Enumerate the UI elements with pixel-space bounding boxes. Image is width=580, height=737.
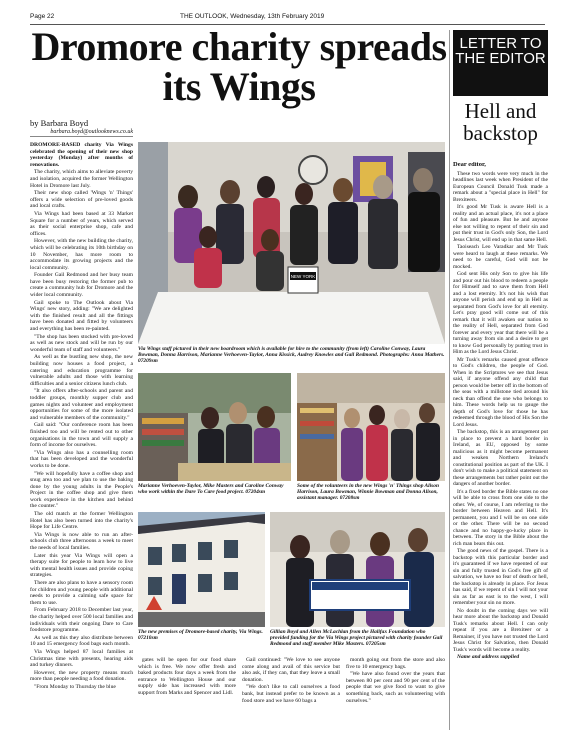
article-column-3 bbox=[242, 657, 340, 730]
paragraph: "We don't like to call ourselves a food bank, but instead prefer to be known as a food store and we have 60 bags a bbox=[242, 684, 340, 704]
paragraph: The charity, which aims to alleviate poverty and isolation, acquired the former Wellington Hotel in Dromore last July. bbox=[30, 169, 133, 189]
cafe-caption: Marianne Verhoeven-Taylor, Mike Masters and Caroline Conway who work within the Dare To Care food project. 07204sm bbox=[138, 483, 284, 496]
masthead: THE OUTLOOK, Wednesday, 13th February 2019 bbox=[180, 13, 325, 20]
paragraph: Gail continued: "We love to see anyone come along and avail of this service but also ask, if they can, that they leave a small donation. bbox=[242, 657, 340, 683]
paragraph: God sent His only Son to give his life and pour out his blood to redeem a people for Himself and to save them from Hell and a lost eternity. It's not his wish that anyone will perish and end up in Hell as separated from God's love for all eternity. Let's pray good will come out of this remark that it will awaken our nation to the reality of Hell, separated from God forever and every year that there will be a turning away from sin and a desire to get to know God personally by putting trust in Him as the Lord Jesus Christ. bbox=[453, 271, 548, 355]
paragraph: Mr Tusk's remarks caused great offence to God's children, the people of God. When in the Scriptures we see that Jesus said, if anyone offend any child that person would be better off in the bottom of the seas with a millstone tied around his neck than offend the one who belongs to him. These words help us to gauge the depth of God's love for those he has redeemed through the blood of His Son the Lord Jesus. bbox=[453, 356, 548, 428]
building-photo bbox=[138, 512, 265, 627]
cafe-photo-art bbox=[138, 373, 291, 481]
paragraph: However, with the new building the charity, which will be celebrating its 10th birthday on 10 November, has more room to accommodate its growing projects and the local community. bbox=[30, 238, 133, 271]
cafe-photo bbox=[138, 373, 291, 481]
paragraph: Their new shop called 'Wings 'n' Things' offers a wide selection of pre-loved goods and local crafts. bbox=[30, 190, 133, 210]
article-column-2 bbox=[138, 657, 236, 730]
paragraph: The old match at the former Wellington Hotel has also been turned into the charity's Hope for Life Centre. bbox=[30, 511, 133, 531]
article-headline: Dromore charity spreads its Wings bbox=[31, 24, 447, 109]
letter-signature: Name and address supplied bbox=[457, 654, 520, 660]
boardroom-photo bbox=[138, 142, 445, 344]
shop-photo bbox=[297, 373, 445, 481]
letter-body bbox=[453, 162, 548, 722]
paragraph: DROMORE-BASED charity Via Wings celebrated the opening of their new shop yesterday (Monday) after months of renovations. bbox=[30, 142, 133, 168]
paragraph: The backstop, this is an arrangement put in place to prevent a hard border in Ireland, as EU, opposed by some malicious as it might become permanent and weaken Northern Ireland's constitutional position as part of the UK. I don't wish to make a political statement on these arrangements but rather point out the dangers of another border. bbox=[453, 429, 548, 487]
paragraph: As well as this they also distribute between 10 and 15 emergency food bags each month. bbox=[30, 634, 133, 648]
paragraph: Gail said: "Our conference room has been finished too and will be rented out to other organisations in the town and will supply a form of income for ourselves. bbox=[30, 422, 133, 449]
paragraph: There are also plans to have a sensory room for children and young people with additional needs to provide a calming safe space for them to use. bbox=[30, 580, 133, 606]
column-divider bbox=[449, 30, 450, 730]
paragraph: "It also offers after-schools and parent and toddler groups, monthly supper club and games nights and volunteer and employment opportunities for some of the more isolated and vulnerable members of the community." bbox=[30, 388, 133, 421]
paragraph: gates will be open for our food share which is free. We now offer fresh and baked products four days a week from the entrance to Wellington House and our supply side has increased with more support from Marks and Spencer and Lidl. bbox=[138, 657, 236, 696]
paragraph: Founder Gail Redmond and her busy team have been busy restoring the former pub to create a community hub for Dromore and the wider local community. bbox=[30, 272, 133, 299]
paragraph: "We have also found over the years that between 80 per cent and 90 per cent of the people that we give food to want to give something back, such as volunteering with ourselves." bbox=[346, 671, 445, 704]
cup-text: NEW YORK bbox=[290, 274, 316, 279]
paragraph: However, the new property means much more than people needing a food donation. bbox=[30, 669, 133, 683]
paragraph: The good news of the gospel. There is a backstop with this particular border and it's guaranteed if we have repented of our sin and fully trusted in God's free gift of salvation, we have no fear of death or hell, the backstop is already in place. For Jesus has said, if we repent of sin I will not your sin as far as east is to the west, I will remember your sin no more. bbox=[453, 548, 548, 606]
paragraph: It's good Mr Tusk is aware Hell is a reality and an actual place, it's not a place of fun and pleasure. But he and anyone else not willing to repent of their sin and put their trust in God's only Son, the Lord Jesus Christ, will end up in that same Hell. bbox=[453, 204, 548, 243]
paragraph: "Via Wings also has a counselling room that has been developed and the wonderful works to be done. bbox=[30, 449, 133, 469]
paragraph: Gail spoke to The Outlook about Via Wings' new story, adding: "We are delighted with the finished result and all the fittings have been donated and fitted by volunteers and everything has been re-painted. bbox=[30, 299, 133, 333]
building-caption: The new premises of Dromore-based charity, Via Wings. 07210sm bbox=[138, 629, 263, 642]
paragraph: Taoiseach Leo Varadkar and Mr Tusk were heard to laugh at these remarks. We need to be careful, God will not be mocked. bbox=[453, 244, 548, 270]
cheque-photo-art bbox=[270, 512, 445, 627]
cheque-caption: Gillian Boyd and Allen McLachlan from the Halifax Foundation who provided funding for the Via Wings project pictured with charity founder Gail Redmond and staff member Mike Masters. 07205sm bbox=[270, 629, 443, 648]
paragraph: "From Monday to Thursday the blue bbox=[34, 683, 116, 690]
paragraph: It's a fixed border the Bible states no one will be able to cross from one side to the other. We, of course, I am referring to the border between Heaven and Hell. It's permanent, you and I will be on one side or the other. There will be no second chance and no happy-go-lucky place in between. The story in the Bible about the rich man bears this out. bbox=[453, 488, 548, 547]
boardroom-photo-art bbox=[138, 142, 445, 344]
paragraph: These two words were very much in the headlines last week when President of the European Council Donald Tusk made a remark about a "special place in Hell" for Brexiteers. bbox=[453, 170, 548, 203]
paragraph: "The shop has been stocked with pre-loved as well as new stock and will be run by our wonderful team of staff and volunteers." bbox=[30, 333, 133, 353]
paragraph: Later this year Via Wings will open a therapy suite for people to learn how to live with mental health issues and provide coping strategies. bbox=[30, 552, 133, 579]
shop-photo-art bbox=[297, 373, 445, 481]
page-number: Page 22 bbox=[30, 13, 55, 20]
byline-email: barbara.boyd@outlooknews.co.uk bbox=[30, 129, 133, 137]
article-column-4 bbox=[346, 657, 445, 730]
paragraph: No doubt in the coming days we will hear more about the backstop and Donald Tusk's remarks about Hell. I can only repeat if you are a Brexiteer or a Remainer, if you have not trusted the Lord Jesus Christ for Salvation, then Donald Tusk's words will become a reality. bbox=[453, 607, 548, 653]
letter-greeting: Dear editor, bbox=[453, 162, 486, 168]
article-column-1 bbox=[30, 142, 133, 730]
building-photo-art bbox=[138, 512, 265, 627]
letter-to-editor-box: LETTER TO THE EDITOR bbox=[453, 30, 548, 96]
paragraph: Via Wings is now able to run an after-schools club three afternoons a week to meet the needs of local families. bbox=[30, 531, 133, 552]
cheque-photo bbox=[270, 512, 445, 627]
paragraph: As well as the bustling new shop, the new building now houses a food project, a catering and education programme for vulnerable adults and those with learning difficulties and a senior citizens lunch club. bbox=[30, 354, 133, 387]
paragraph: Via Wings had been based at 33 Market Square for a number of years, which served as their social enterprise shop, cafe and offices. bbox=[30, 210, 133, 237]
boardroom-caption: Via Wings staff pictured in their new boardroom which is available for hire to the community (from left) Caroline Conway, Laura Bowman, Donna Harrison, Marianne Verhoeven-Taylor, Anna Kissick, Audrey Knowles and Gail Redmond. Photographs: Anna Mathers. 07209sm bbox=[138, 346, 445, 365]
paragraph: month going out from the store and also five to 10 emergency bags. bbox=[346, 657, 445, 670]
byline: by Barbara Boyd bbox=[30, 118, 89, 128]
letter-headline: Hell and backstop bbox=[463, 99, 538, 145]
paragraph: From February 2018 to December last year, the charity helped over 500 local families and individuals with their ongoing Dare to Care foodstore programme. bbox=[30, 607, 133, 634]
paragraph: "We will hopefully have a coffee shop and snug area too and we plan to use the baking done by the young adults in the People's Project in the coffee shop and give them work experience in the kitchen and behind the counter." bbox=[30, 470, 133, 510]
paragraph: Via Wings helped 87 local families at Christmas time with presents, hearing aids and turkey dinners. bbox=[30, 648, 133, 669]
shop-caption: Some of the volunteers in the new Wings 'n' Things shop Alison Harrison, Laura Bowman, Winnie Bowman and Donna Alison, assistant manager. 07208sm bbox=[297, 483, 439, 502]
